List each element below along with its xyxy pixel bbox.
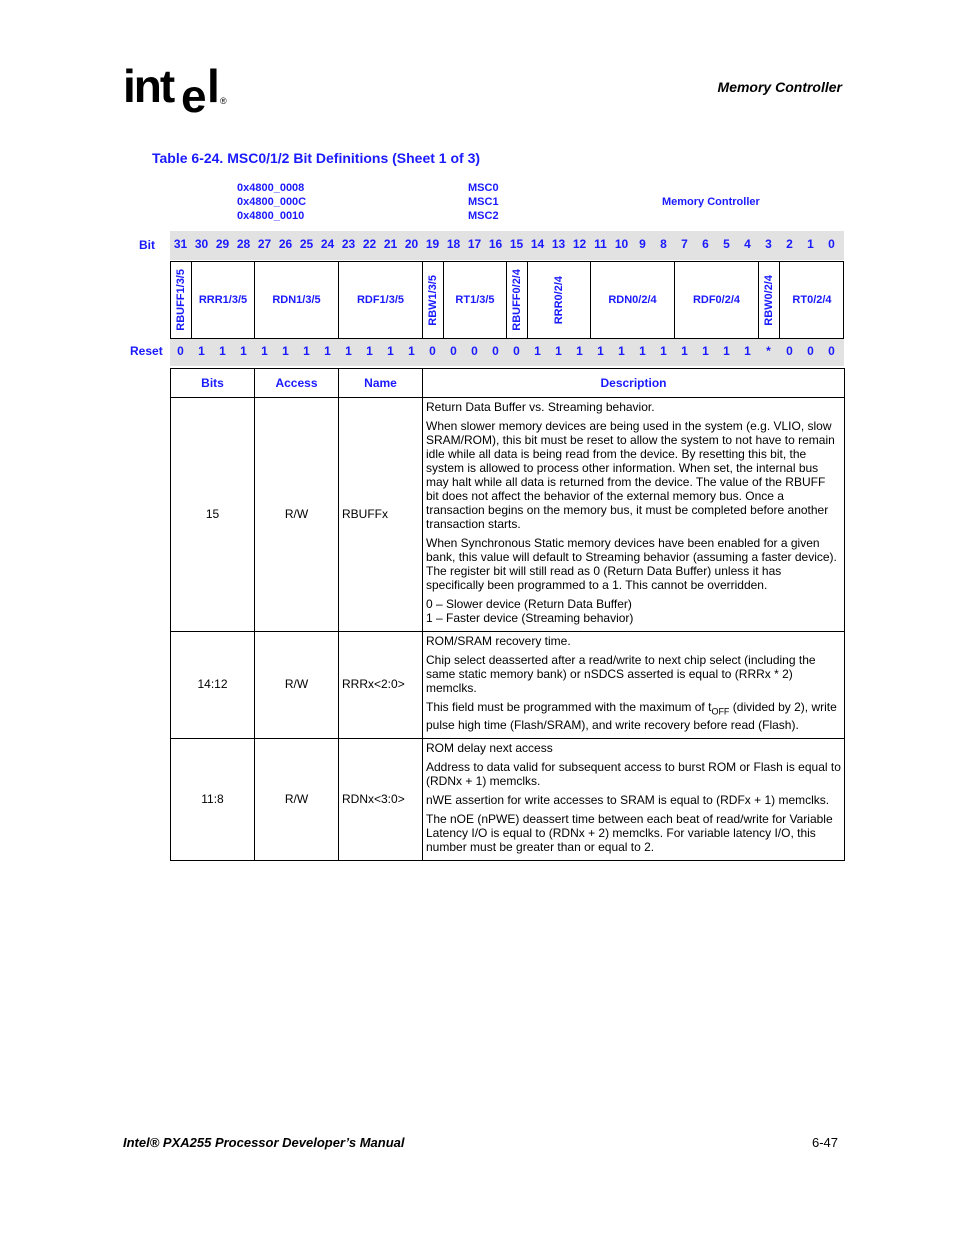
address-msc0: 0x4800_0008 — [237, 182, 305, 194]
bit-number-14: 14 — [530, 237, 545, 251]
bit-number-2: 2 — [786, 237, 793, 251]
bit-number-6: 6 — [702, 237, 709, 251]
register-name-msc2: MSC2 — [468, 210, 499, 222]
reset-value-21: 1 — [387, 344, 394, 358]
reset-value-29: 1 — [219, 344, 226, 358]
reset-value-12: 1 — [576, 344, 583, 358]
bit-number-16: 16 — [488, 237, 503, 251]
reset-value-22: 1 — [366, 344, 373, 358]
row-name: RRRx<2:0> — [339, 632, 423, 739]
bit-number-4: 4 — [744, 237, 751, 251]
reset-value-18: 0 — [450, 344, 457, 358]
header-bits: Bits — [171, 369, 255, 398]
bit-number-13: 13 — [551, 237, 566, 251]
field-rdn1-3-5 — [255, 262, 339, 338]
bit-number-17: 17 — [467, 237, 482, 251]
desc-option: 0 – Slower device (Return Data Buffer) — [426, 597, 632, 611]
bit-number-7: 7 — [681, 237, 688, 251]
desc-paragraph: When slower memory devices are being used in the system (e.g. VLIO, slow SRAM/ROM), this bit must be reset to allow the system to not have to remain idle while all data is being read from the device. By resetting this bit, the system is allowed to process other information. When set, the internal bus may halt while all data is returned from the device. The value of the RBUFF bit does not affect the behavior of the external memory bus. Once a transaction begins on the memory bus, it must be completed before another transaction starts. — [426, 419, 835, 531]
bit-number-23: 23 — [341, 237, 356, 251]
field-rt0-2-4 — [780, 262, 844, 338]
reset-value-16: 0 — [492, 344, 499, 358]
reset-value-17: 0 — [471, 344, 478, 358]
desc-paragraph: nWE assertion for write accesses to SRAM is equal to (RDFx + 1) memclks. — [426, 793, 830, 808]
svg-text:l: l — [207, 60, 220, 112]
intel-logo — [123, 58, 233, 122]
row-name: RBUFFx — [339, 398, 423, 632]
reset-label: Reset — [130, 344, 163, 358]
field-rrr0-2-4 — [528, 262, 591, 338]
bit-number-30: 30 — [194, 237, 209, 251]
row-description — [423, 632, 845, 739]
bit-number-28: 28 — [236, 237, 251, 251]
reset-value-5: 1 — [723, 344, 730, 358]
bit-number-26: 26 — [278, 237, 293, 251]
desc-paragraph: Address to data valid for subsequent access to burst ROM or Flash is equal to (RDNx + 1) memclks. — [426, 760, 841, 789]
bit-number-12: 12 — [572, 237, 587, 251]
bit-number-11: 11 — [594, 237, 607, 251]
reset-value-13: 1 — [555, 344, 562, 358]
bit-number-25: 25 — [299, 237, 314, 251]
bit-number-0: 0 — [828, 237, 835, 251]
reset-value-row — [170, 339, 844, 366]
reset-value-2: 0 — [786, 344, 793, 358]
field-label: RRR0/2/4 — [553, 275, 565, 325]
reset-value-20: 1 — [408, 344, 415, 358]
register-unit: Memory Controller — [662, 196, 760, 208]
reset-value-1: 0 — [807, 344, 814, 358]
field-label: RBW0/2/4 — [763, 274, 775, 326]
reset-value-10: 1 — [618, 344, 625, 358]
table-caption: Table 6-24. MSC0/1/2 Bit Definitions (Sheet 1 of 3) — [152, 150, 481, 166]
desc-options — [426, 597, 841, 625]
field-label: RT1/3/5 — [455, 294, 495, 306]
reset-value-24: 1 — [324, 344, 331, 358]
row-bits: 15 — [171, 398, 255, 632]
header-description: Description — [423, 369, 845, 398]
bit-number-24: 24 — [320, 237, 335, 251]
bit-number-5: 5 — [723, 237, 730, 251]
table-header-row — [171, 369, 845, 398]
desc-paragraph: When Synchronous Static memory devices have been enabled for a given bank, this value will default to Streaming behavior (assuming a faster device). The register bit will still read as 0 (Return Data Buffer) unless it has specifically been programmed to a 1. This cannot be overridden. — [426, 536, 837, 592]
field-rdf1-3-5 — [339, 262, 423, 338]
reset-value-14: 1 — [534, 344, 541, 358]
header-access: Access — [255, 369, 339, 398]
field-label: RDN1/3/5 — [272, 294, 321, 306]
reset-value-4: 1 — [744, 344, 751, 358]
bit-number-27: 27 — [257, 237, 272, 251]
reset-value-9: 1 — [639, 344, 646, 358]
svg-text:®: ® — [220, 96, 227, 106]
bit-number-10: 10 — [614, 237, 629, 251]
bit-label: Bit — [139, 238, 155, 252]
register-names — [468, 181, 499, 223]
bit-number-1: 1 — [807, 237, 814, 251]
field-rbw1-3-5 — [423, 262, 444, 338]
address-msc2: 0x4800_0010 — [237, 210, 305, 222]
bit-number-20: 20 — [404, 237, 419, 251]
desc-paragraph: Return Data Buffer vs. Streaming behavior. — [426, 400, 655, 414]
address-msc1: 0x4800_000C — [237, 196, 307, 208]
reset-value-27: 1 — [261, 344, 268, 358]
field-rbuff0-2-4 — [507, 262, 528, 338]
field-label: RT0/2/4 — [792, 294, 832, 306]
reset-value-25: 1 — [303, 344, 310, 358]
reset-value-0: 0 — [828, 344, 835, 358]
section-title: Memory Controller — [717, 79, 842, 95]
field-label: RDF0/2/4 — [692, 294, 741, 306]
desc-option: 1 – Faster device (Streaming behavior) — [426, 611, 634, 625]
reset-value-11: 1 — [597, 344, 604, 358]
row-access: R/W — [255, 398, 339, 632]
row-name: RDNx<3:0> — [339, 739, 423, 861]
field-label: RBUFF1/3/5 — [175, 269, 187, 331]
table-row — [171, 739, 845, 861]
page-number: 6-47 — [811, 1135, 838, 1150]
header-name: Name — [339, 369, 423, 398]
register-addresses — [237, 181, 306, 223]
bit-number-18: 18 — [446, 237, 461, 251]
toff-subscript: OFF — [711, 706, 730, 717]
bit-number-29: 29 — [215, 237, 230, 251]
reset-value-30: 1 — [198, 344, 205, 358]
desc-paragraph: Chip select deasserted after a read/write to next chip select (including the same static memory bank) or nSDCS asserted is equal to (RRRx * 2) memclks. — [426, 653, 816, 695]
reset-value-26: 1 — [282, 344, 289, 358]
bit-number-3: 3 — [765, 237, 772, 251]
bit-number-31: 31 — [173, 237, 188, 251]
bit-number-9: 9 — [639, 237, 646, 251]
bit-number-22: 22 — [362, 237, 377, 251]
reset-value-6: 1 — [702, 344, 709, 358]
svg-text:int: int — [123, 60, 174, 112]
field-rdn0-2-4 — [591, 262, 675, 338]
register-name-msc0: MSC0 — [468, 182, 499, 194]
field-table — [170, 261, 844, 339]
row-access: R/W — [255, 632, 339, 739]
register-name-msc1: MSC1 — [468, 196, 499, 208]
field-rbuff1-3-5 — [171, 262, 192, 338]
reset-value-31: 0 — [177, 344, 184, 358]
field-label: RDF1/3/5 — [356, 294, 405, 306]
reset-value-19: 0 — [429, 344, 436, 358]
row-bits: 11:8 — [171, 739, 255, 861]
reset-value-7: 1 — [681, 344, 688, 358]
table-row — [171, 398, 845, 632]
desc-text: (divided by 2), write pulse high time (Flash/SRAM), and write recovery before read (Flash). — [426, 700, 837, 733]
table-row — [171, 632, 845, 739]
bit-description-table — [170, 368, 845, 861]
desc-text: This field must be programmed with the maximum of t — [426, 700, 712, 714]
field-label: RRR1/3/5 — [198, 294, 248, 306]
reset-value-15: 0 — [513, 344, 520, 358]
field-rt1-3-5 — [444, 262, 507, 338]
desc-paragraph: The nOE (nPWE) deassert time between each beat of read/write for Variable Latency I/O is equal to (RDNx + 2) memclks. For variable latency I/O, this number must be greater than or equal to 2. — [426, 812, 833, 855]
svg-text:e: e — [181, 70, 207, 122]
row-description — [423, 739, 845, 861]
reset-value-8: 1 — [660, 344, 667, 358]
bit-number-row — [170, 231, 844, 260]
row-access: R/W — [255, 739, 339, 861]
desc-paragraph: ROM delay next access — [426, 741, 553, 756]
field-rrr1-3-5 — [192, 262, 255, 338]
field-rbw0-2-4 — [759, 262, 780, 338]
reset-value-3: * — [766, 344, 771, 358]
field-label: RDN0/2/4 — [608, 294, 657, 306]
bit-number-21: 21 — [383, 237, 398, 251]
bit-number-19: 19 — [425, 237, 440, 251]
row-description — [423, 398, 845, 632]
bit-number-15: 15 — [509, 237, 524, 251]
reset-value-23: 1 — [345, 344, 352, 358]
bit-number-8: 8 — [660, 237, 667, 251]
manual-title: Intel® PXA255 Processor Developer’s Manual — [123, 1135, 405, 1150]
desc-paragraph: ROM/SRAM recovery time. — [426, 634, 571, 648]
reset-value-28: 1 — [240, 344, 247, 358]
field-rdf0-2-4 — [675, 262, 759, 338]
desc-paragraph — [426, 700, 841, 732]
field-label: RBUFF0/2/4 — [511, 269, 523, 331]
row-bits: 14:12 — [171, 632, 255, 739]
field-label: RBW1/3/5 — [427, 274, 439, 326]
